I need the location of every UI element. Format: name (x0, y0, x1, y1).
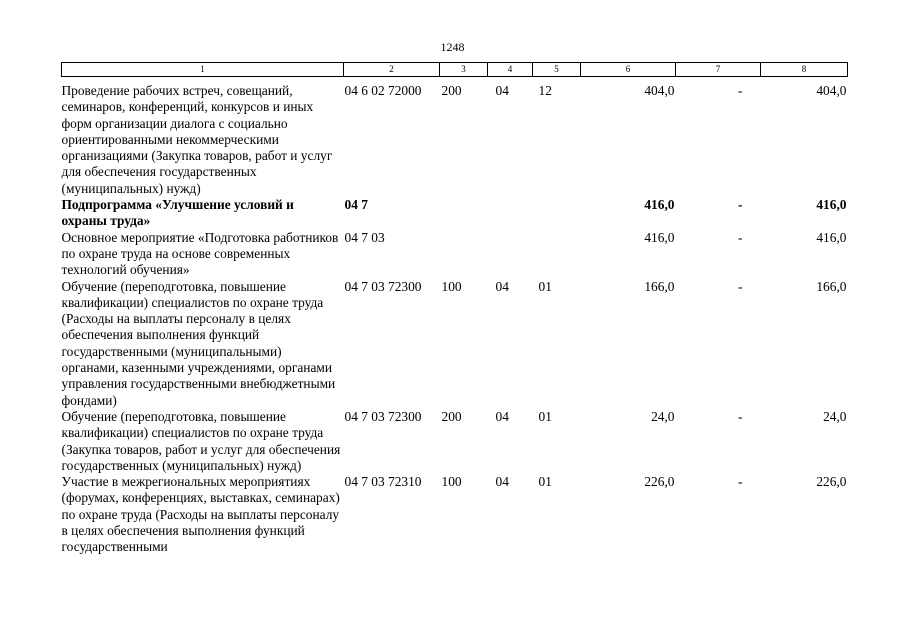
amount-col6: 416,0 (644, 229, 675, 245)
table-row (62, 279, 848, 409)
column-header: 5 (533, 63, 581, 77)
amount-col8: 166,0 (816, 278, 847, 294)
table-row (62, 77, 848, 198)
table-row (62, 197, 848, 230)
subsection-code: 01 (538, 474, 552, 490)
subsection-code (533, 197, 581, 230)
column-header: 7 (676, 63, 761, 77)
amount-col7: - (738, 278, 743, 294)
column-header: 6 (581, 63, 676, 77)
row-name: Основное мероприятие «Подготовка работников по охране труда на основе современных технологий обучения» (61, 229, 339, 278)
column-header: 4 (488, 63, 533, 77)
subsection-code (533, 230, 581, 279)
amount-col7: - (738, 229, 743, 245)
expense-type: 100 (441, 474, 462, 490)
expense-type (440, 230, 488, 279)
subsection-code: 12 (538, 83, 552, 98)
target-article-code: 04 7 (344, 197, 368, 213)
amount-col8: 226,0 (816, 474, 847, 490)
amount-col6: 226,0 (644, 474, 675, 490)
expense-type: 200 (441, 408, 462, 424)
expense-type: 200 (441, 83, 462, 98)
row-name: Обучение (переподготовка, повышение квалификации) специалистов по охране труда (Закупка товаров, работ и услуг для обеспечения государственных (муниципальных) нужд) (61, 408, 341, 473)
amount-col6: 416,0 (644, 197, 675, 213)
subsection-code: 01 (538, 278, 552, 294)
target-article-code: 04 7 03 72310 (344, 474, 422, 490)
column-number-row (62, 63, 848, 77)
amount-col7: - (738, 197, 743, 213)
section-code: 04 (495, 278, 509, 294)
amount-col6: 404,0 (644, 83, 675, 98)
section-code (488, 197, 533, 230)
amount-col7: - (738, 474, 743, 490)
column-header: 3 (440, 63, 488, 77)
table-row (62, 409, 848, 474)
column-header: 8 (761, 63, 848, 77)
column-header: 1 (62, 63, 344, 77)
target-article-code: 04 7 03 72300 (344, 408, 422, 424)
amount-col8: 24,0 (823, 408, 847, 424)
amount-col8: 416,0 (816, 197, 847, 213)
expense-type: 100 (441, 278, 462, 294)
row-name: Участие в межрегиональных мероприятиях (форумах, конференциях, выставках, семинарах) по охране труда (Расходы на выплаты персоналу в целях обеспечения выполнения функций государственными (61, 474, 340, 555)
row-name: Обучение (переподготовка, повышение квалификации) специалистов по охране труда (Расходы на выплаты персоналу в целях обеспечения выполнения функций государственными (муниципальными) органами, казенными учреждениями, органами управления государственными внебюджетными фондами) (61, 278, 336, 408)
amount-col8: 404,0 (816, 83, 847, 98)
subsection-code: 01 (538, 408, 552, 424)
target-article-code: 04 7 03 72300 (344, 278, 422, 294)
amount-col7: - (738, 83, 743, 98)
column-header: 2 (344, 63, 440, 77)
row-name: Подпрограмма «Улучшение условий и охраны труда» (61, 197, 294, 229)
amount-col6: 166,0 (644, 278, 675, 294)
target-article-code: 04 7 03 (344, 229, 385, 245)
page-number: 1248 (440, 40, 465, 54)
target-article-code: 04 6 02 72000 (344, 83, 422, 98)
expense-type (440, 197, 488, 230)
section-code: 04 (495, 474, 509, 490)
amount-col6: 24,0 (651, 408, 675, 424)
budget-table (61, 62, 848, 556)
amount-col8: 416,0 (816, 229, 847, 245)
section-code: 04 (495, 83, 509, 98)
row-name: Проведение рабочих встреч, совещаний, семинаров, конференций, конкурсов и иных форм организации диалога с социально ориентированными некоммерческими организациями (Закупка товаров, работ и услуг для обеспечения государственных (муниципальных) нужд) (61, 83, 333, 196)
table-row (62, 474, 848, 555)
section-code (488, 230, 533, 279)
table-row (62, 230, 848, 279)
amount-col7: - (738, 408, 743, 424)
section-code: 04 (495, 408, 509, 424)
